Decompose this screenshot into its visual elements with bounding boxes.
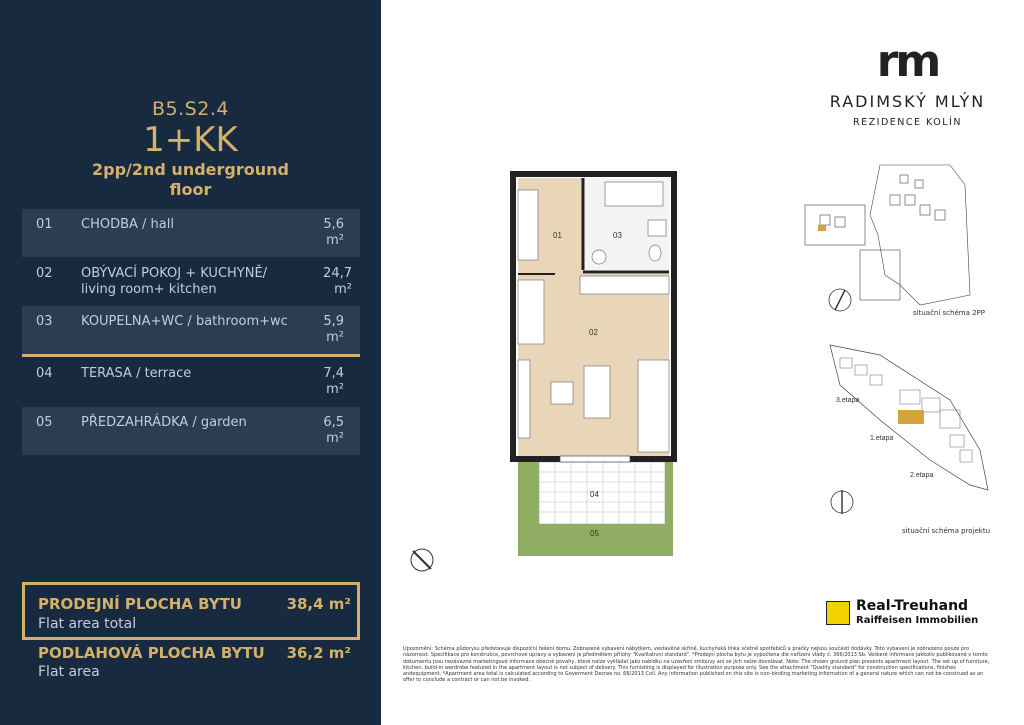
site-caption-project: situační schéma projektu — [902, 527, 991, 535]
sink — [648, 220, 666, 236]
site-scheme-2pp — [800, 155, 1000, 315]
sofa — [584, 366, 610, 418]
brand-mark: rm — [876, 36, 939, 87]
room-number: 05 — [36, 415, 53, 430]
brand-logo — [820, 36, 995, 128]
etapa-1-label: 1.etapa — [870, 435, 894, 442]
room-name: TERASA / terrace — [81, 366, 192, 381]
floor-area-value: 36,2 m² — [286, 644, 351, 662]
wardrobe — [518, 190, 538, 260]
room-name: KOUPELNA+WC / bathroom+wc — [81, 314, 288, 329]
unit-floor — [0, 160, 381, 200]
brand-name: RADIMSKÝ MLÝN — [829, 92, 986, 111]
tv-unit — [518, 360, 530, 438]
bed — [638, 360, 669, 452]
fridge — [518, 280, 544, 344]
room-name: PŘEDZAHRÁDKA / garden — [81, 415, 247, 430]
sale-area-label: PRODEJNÍ PLOCHA BYTU — [38, 595, 242, 613]
room-area: 6,5 m² — [323, 415, 344, 446]
toilet — [649, 245, 661, 261]
floor-area-sublabel: Flat area — [38, 664, 100, 680]
room-number: 02 — [36, 266, 53, 281]
brand-sub: REZIDENCE KOLÍN — [853, 117, 962, 128]
room-number: 04 — [36, 366, 53, 381]
partner-name: Real-Treuhand — [856, 598, 969, 614]
room-label-03: 03 — [613, 231, 622, 240]
project-unit-highlight — [898, 410, 924, 424]
shower — [605, 182, 663, 206]
unit-floor-line1: 2pp/2nd underground — [92, 160, 289, 179]
raiffeisen-flag-icon — [826, 601, 850, 625]
room-name: CHODBA / hall — [81, 217, 174, 232]
room-label-04: 04 — [590, 490, 599, 499]
room-number: 03 — [36, 314, 53, 329]
room-area: 5,6 m² — [323, 217, 344, 248]
room-row-05 — [22, 407, 360, 455]
room-row-04 — [22, 357, 360, 407]
room-label-05: 05 — [590, 529, 599, 538]
room-label-02: 02 — [589, 328, 598, 337]
site-caption-2pp: situační schéma 2PP — [913, 309, 985, 317]
unit-floor-line2: floor — [169, 180, 212, 199]
room-row-02 — [22, 262, 360, 304]
site-scheme-project — [800, 330, 1000, 540]
floor-area-label: PODLAHOVÁ PLOCHA BYTU — [38, 644, 265, 662]
partner-sub: Raiffeisen Immobilien — [856, 615, 979, 626]
unit-code: B5.S2.4 — [152, 98, 229, 120]
unit-highlight — [818, 225, 826, 231]
etapa-2-label: 2.etapa — [910, 472, 934, 479]
sale-area-box — [22, 582, 360, 640]
room-label-01: 01 — [553, 231, 562, 240]
sale-area-sublabel: Flat area total — [38, 616, 137, 632]
room-area: 24,7 m² — [323, 266, 352, 297]
unit-type: 1+KK — [143, 120, 238, 160]
kitchen-counter — [580, 276, 669, 294]
floor-plan — [505, 170, 685, 560]
room-list — [22, 209, 360, 455]
terrace-window — [560, 456, 630, 462]
sale-area-value: 38,4 m² — [286, 595, 351, 613]
dining-table — [551, 382, 573, 404]
room-row-01 — [22, 209, 360, 257]
etapa-3-label: 3.etapa — [836, 397, 860, 404]
room-name: OBÝVACÍ POKOJ + KUCHYNĚ/ living room+ kitchen — [81, 266, 268, 297]
terrace-area — [539, 462, 665, 524]
partner-logo — [826, 598, 996, 632]
floor-area-block — [22, 644, 360, 684]
north-arrow-icon — [408, 546, 436, 574]
room-area: 5,9 m² — [323, 314, 344, 345]
info-panel — [0, 0, 381, 725]
washing-machine — [592, 250, 606, 264]
room-area: 7,4 m² — [323, 366, 344, 397]
disclaimer-text: Upozornění: Schéma půdorysu představuje dispoziční řešení domu. Zobrazené vybavení nábytkem, vestavěné skříně, kuchyňská linka včetně spotřebičů a pračky nejsou součástí dodávky. Toto vybavení je zobrazeno pouze pro názornost. Specifikace pro konstrukce, povrchové úpravy a vybavení je předmětem přílohy "Kvalitativní standard". *Prodejní plocha bytu je vypočtena dle nařízení vlády č. 366/2013 Sb. Veškeré informace jakkoliv publikované v tomto dokumentu jsou nezávazné marketingové informace obecné povahy, které nelze vykládat jako nabídku na uzavření smlouvy ani se jich nelze dovolávat. Note: The shown ground plan presents apartment layout. The set up of furniture, kitchen, build-in wardrobe featured in the apartment layout is not subject of delivery. This furnishing is displayed for illustration purpose only. See the attachment "Quality standard" for construction specifications, finishes andequipment. *Apartment area total is calculated according to Goverment Decree no. 66/2013 Coll. Any information published on this site is non-binding marketing information of a general nature which can not be construed as an offer to conclude a contract or can not be invoked. — [403, 646, 990, 684]
room-number: 01 — [36, 217, 53, 232]
room-row-03 — [22, 306, 360, 357]
